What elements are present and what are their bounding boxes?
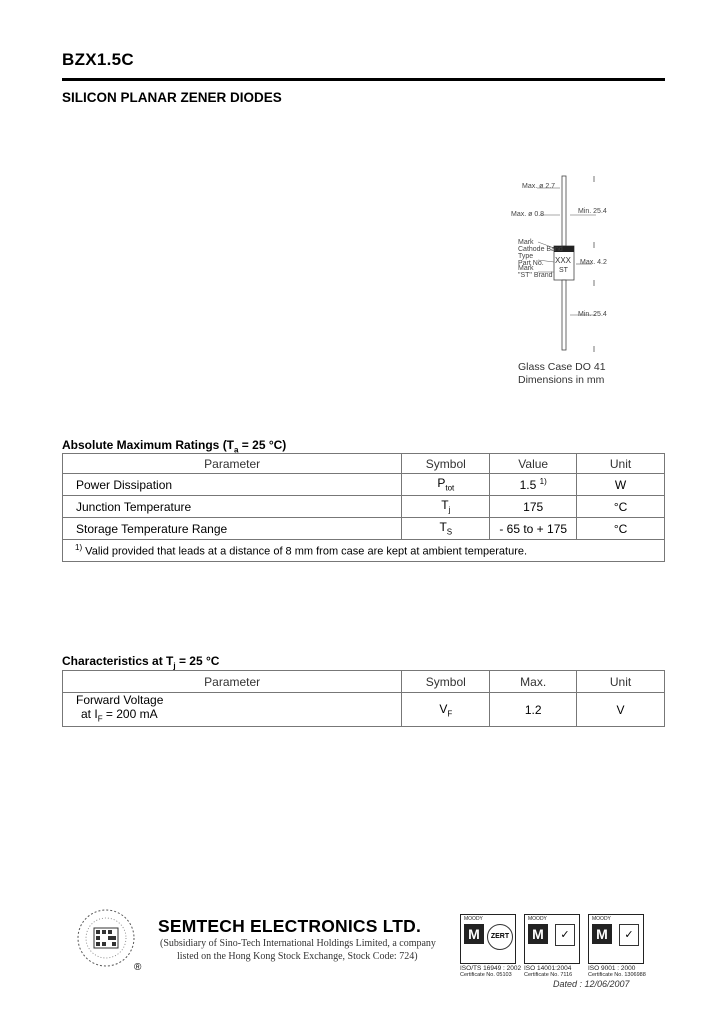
header-unit: Unit [577, 671, 665, 693]
dim-max-2-7: Max. ø 2.7 [522, 183, 556, 190]
cert-badge-3: MOODY M ✓ [588, 914, 644, 964]
cert-1-standard: ISO/TS 16949 : 2002 [460, 965, 522, 972]
table-row [63, 496, 665, 518]
cert-1-number: Certificate No. 05103 [460, 972, 512, 978]
mark-st-label: Mark "ST" Brand [518, 265, 553, 279]
row-unit: V [577, 693, 665, 727]
ratings-header-row [63, 454, 665, 474]
body-marking-xxx: XXX [555, 256, 572, 265]
ratings-table [62, 453, 665, 562]
bottom-lead [562, 280, 566, 350]
dim-min-25-4-bottom: Min. 25.4 [578, 311, 607, 318]
zert-seal-icon: ZERT [487, 924, 513, 950]
document-date: Dated : 12/06/2007 [553, 979, 630, 989]
mark-type-label: Type Part No. [518, 253, 544, 267]
table-row [63, 693, 665, 727]
moody-m-icon: M [464, 924, 484, 944]
ratings-title: Absolute Maximum Ratings ($T_a = 25$ °C) [62, 438, 287, 455]
characteristics-header-row [63, 671, 665, 693]
characteristics-table [62, 670, 665, 727]
row-symbol: $V_F$ [402, 693, 490, 727]
cert-badge-2: MOODY M ✓ [524, 914, 580, 964]
row-value: 1.5 $^{1)}$ [490, 474, 577, 496]
dim-min-25-4-top: Min. 25.4 [578, 208, 607, 215]
row-unit: °C [577, 496, 665, 518]
cert-3-standard: ISO 9001 : 2000 [588, 965, 636, 972]
moody-m-icon: M [528, 924, 548, 944]
table-row [63, 474, 665, 496]
header-max: Max. [490, 671, 577, 693]
top-lead [562, 176, 566, 246]
page-subtitle: SILICON PLANAR ZENER DIODES [62, 90, 282, 105]
header-parameter: Parameter [63, 671, 402, 693]
header-unit: Unit [577, 454, 665, 474]
row-parameter: Storage Temperature Range [63, 518, 402, 540]
case-caption: Glass Case DO 41 Dimensions in mm [518, 361, 606, 386]
semtech-logo [76, 908, 136, 968]
row-max: 1.2 [490, 693, 577, 727]
cert-2-standard: ISO 14001:2004 [524, 965, 572, 972]
row-parameter: Junction Temperature [63, 496, 402, 518]
row-parameter: Power Dissipation [63, 474, 402, 496]
company-name: SEMTECH ELECTRONICS LTD. [158, 916, 422, 936]
registered-mark: ® [134, 962, 142, 973]
subsidiary-line-1: (Subsidiary of Sino-Tech International Holdings Limited, a company [160, 938, 436, 949]
body-marking-st: ST [559, 267, 568, 274]
row-symbol: $T_j$ [402, 496, 490, 518]
header-value: Value [490, 454, 577, 474]
row-unit: W [577, 474, 665, 496]
header-parameter: Parameter [63, 454, 402, 474]
dim-max-4-2: Max. 4.2 [580, 259, 607, 266]
ratings-footnote: $^{1)}$ Valid provided that leads at a distance of 8 mm from case are kept at ambient temperature. [63, 540, 665, 562]
row-parameter: Forward Voltage at $I_F = 200$ mA [63, 693, 402, 727]
table-row [63, 518, 665, 540]
row-symbol: $T_S$ [402, 518, 490, 540]
row-unit: °C [577, 518, 665, 540]
row-value: 175 [490, 496, 577, 518]
dim-max-0-8: Max. ø 0.8 [511, 211, 545, 218]
row-value: - 65 to + 175 [490, 518, 577, 540]
page-title: BZX1.5C [62, 50, 135, 69]
ratings-note-row [63, 540, 665, 562]
check-seal-icon: ✓ [619, 924, 639, 946]
characteristics-title: Characteristics at $T_j = 25$ °C [62, 654, 220, 671]
title-rule [62, 78, 665, 81]
check-seal-icon: ✓ [555, 924, 575, 946]
header-symbol: Symbol [402, 671, 490, 693]
header-symbol: Symbol [402, 454, 490, 474]
cert-3-number: Certificate No. 1306988 [588, 972, 646, 978]
mark-cathode-label: Mark Cathode Band [518, 239, 563, 253]
row-symbol: $P_{tot}$ [402, 474, 490, 496]
cert-2-number: Certificate No. 7116 [524, 972, 573, 978]
subsidiary-line-2: listed on the Hong Kong Stock Exchange, Stock Code: 724) [177, 951, 418, 962]
moody-m-icon: M [592, 924, 612, 944]
cert-badge-1: MOODY M ZERT [460, 914, 516, 964]
